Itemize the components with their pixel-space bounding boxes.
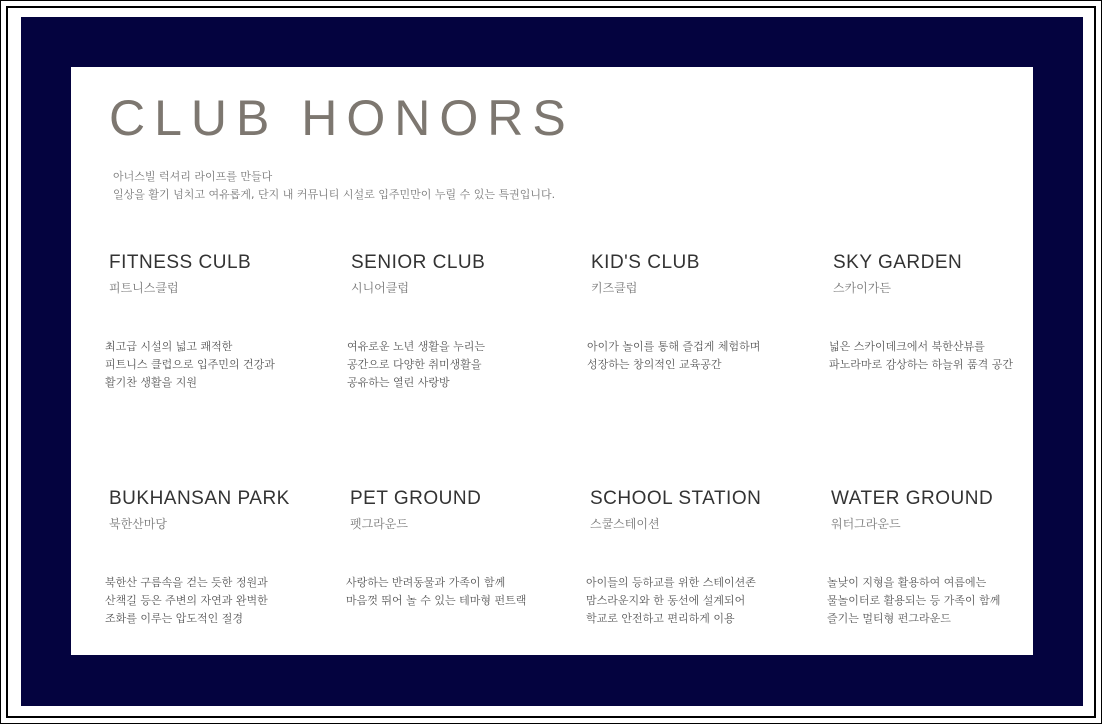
club-fitness <box>105 252 329 389</box>
desc-line: 마음껏 뛰어 놀 수 있는 테마형 펀트랙 <box>346 594 527 607</box>
club-name: SKY GARDEN <box>833 252 963 273</box>
desc-line: 조화를 이루는 압도적인 절경 <box>105 612 244 625</box>
club-name: SENIOR CLUB <box>351 252 486 273</box>
club-description <box>587 338 807 374</box>
content-panel <box>71 67 1033 655</box>
desc-line: 산책길 등은 주변의 자연과 완벽한 <box>105 594 268 607</box>
desc-line: 아이들의 등하교를 위한 스테이션존 <box>586 576 756 589</box>
club-korean-name: 시니어클럽 <box>351 281 409 295</box>
club-description <box>105 338 325 392</box>
club-korean-name: 스쿨스테이션 <box>590 517 660 531</box>
club-name: KID'S CLUB <box>591 252 700 273</box>
intro-text <box>113 168 555 204</box>
desc-line: 피트니스 클럽으로 입주민의 건강과 <box>105 358 275 371</box>
club-school-station <box>586 488 810 625</box>
desc-line: 최고급 시설의 넓고 쾌적한 <box>105 340 233 353</box>
desc-line: 공간으로 다양한 취미생활을 <box>347 358 482 371</box>
club-bukhansan-park <box>105 488 329 625</box>
club-description <box>829 338 1049 374</box>
desc-line: 맘스라운지와 한 동선에 설계되어 <box>586 594 746 607</box>
club-senior <box>347 252 571 389</box>
club-description <box>827 574 1047 628</box>
club-water-ground <box>827 488 1051 625</box>
club-name: BUKHANSAN PARK <box>109 488 290 509</box>
club-description <box>105 574 325 628</box>
desc-line: 성장하는 창의적인 교육공간 <box>587 358 722 371</box>
club-name: PET GROUND <box>350 488 482 509</box>
desc-line: 여유로운 노년 생활을 누리는 <box>347 340 486 353</box>
club-name: FITNESS CULB <box>109 252 252 273</box>
club-korean-name: 북한산마당 <box>109 517 167 531</box>
desc-line: 파노라마로 감상하는 하늘위 품격 공간 <box>829 358 1014 371</box>
club-korean-name: 펫그라운드 <box>350 517 408 531</box>
desc-line: 넓은 스카이데크에서 북한산뷰를 <box>829 340 985 353</box>
desc-line: 놀낮이 지형을 활용하여 여름에는 <box>827 576 987 589</box>
desc-line: 북한산 구름속을 걷는 듯한 정원과 <box>105 576 268 589</box>
club-korean-name: 피트니스클럽 <box>109 281 179 295</box>
club-description <box>586 574 806 628</box>
club-name: SCHOOL STATION <box>590 488 762 509</box>
club-name: WATER GROUND <box>831 488 994 509</box>
intro-line-2: 일상을 활기 넘치고 여유롭게, 단지 내 커뮤니티 시설로 입주민만이 누릴 수 있는 특권입니다. <box>113 188 556 201</box>
desc-line: 물놀이터로 활용되는 등 가족이 함께 <box>827 594 1001 607</box>
desc-line: 사랑하는 반려동물과 가족이 함께 <box>346 576 506 589</box>
club-pet-ground <box>346 488 570 607</box>
club-sky-garden <box>829 252 1053 371</box>
club-korean-name: 워터그라운드 <box>831 517 901 531</box>
club-korean-name: 키즈클럽 <box>591 281 638 295</box>
desc-line: 활기찬 생활을 지원 <box>105 376 198 389</box>
club-korean-name: 스카이가든 <box>833 281 891 295</box>
club-kids <box>587 252 811 371</box>
intro-line-1: 아너스빌 럭셔리 라이프를 만들다 <box>113 170 273 183</box>
desc-line: 학교로 안전하고 편리하게 이용 <box>586 612 735 625</box>
club-description <box>346 574 566 610</box>
club-description <box>347 338 567 392</box>
desc-line: 공유하는 열린 사랑방 <box>347 376 450 389</box>
desc-line: 즐기는 멀티형 펀그라운드 <box>827 612 951 625</box>
page-title: CLUB HONORS <box>109 90 575 146</box>
desc-line: 아이가 놀이를 통해 즐겁게 체험하며 <box>587 340 761 353</box>
